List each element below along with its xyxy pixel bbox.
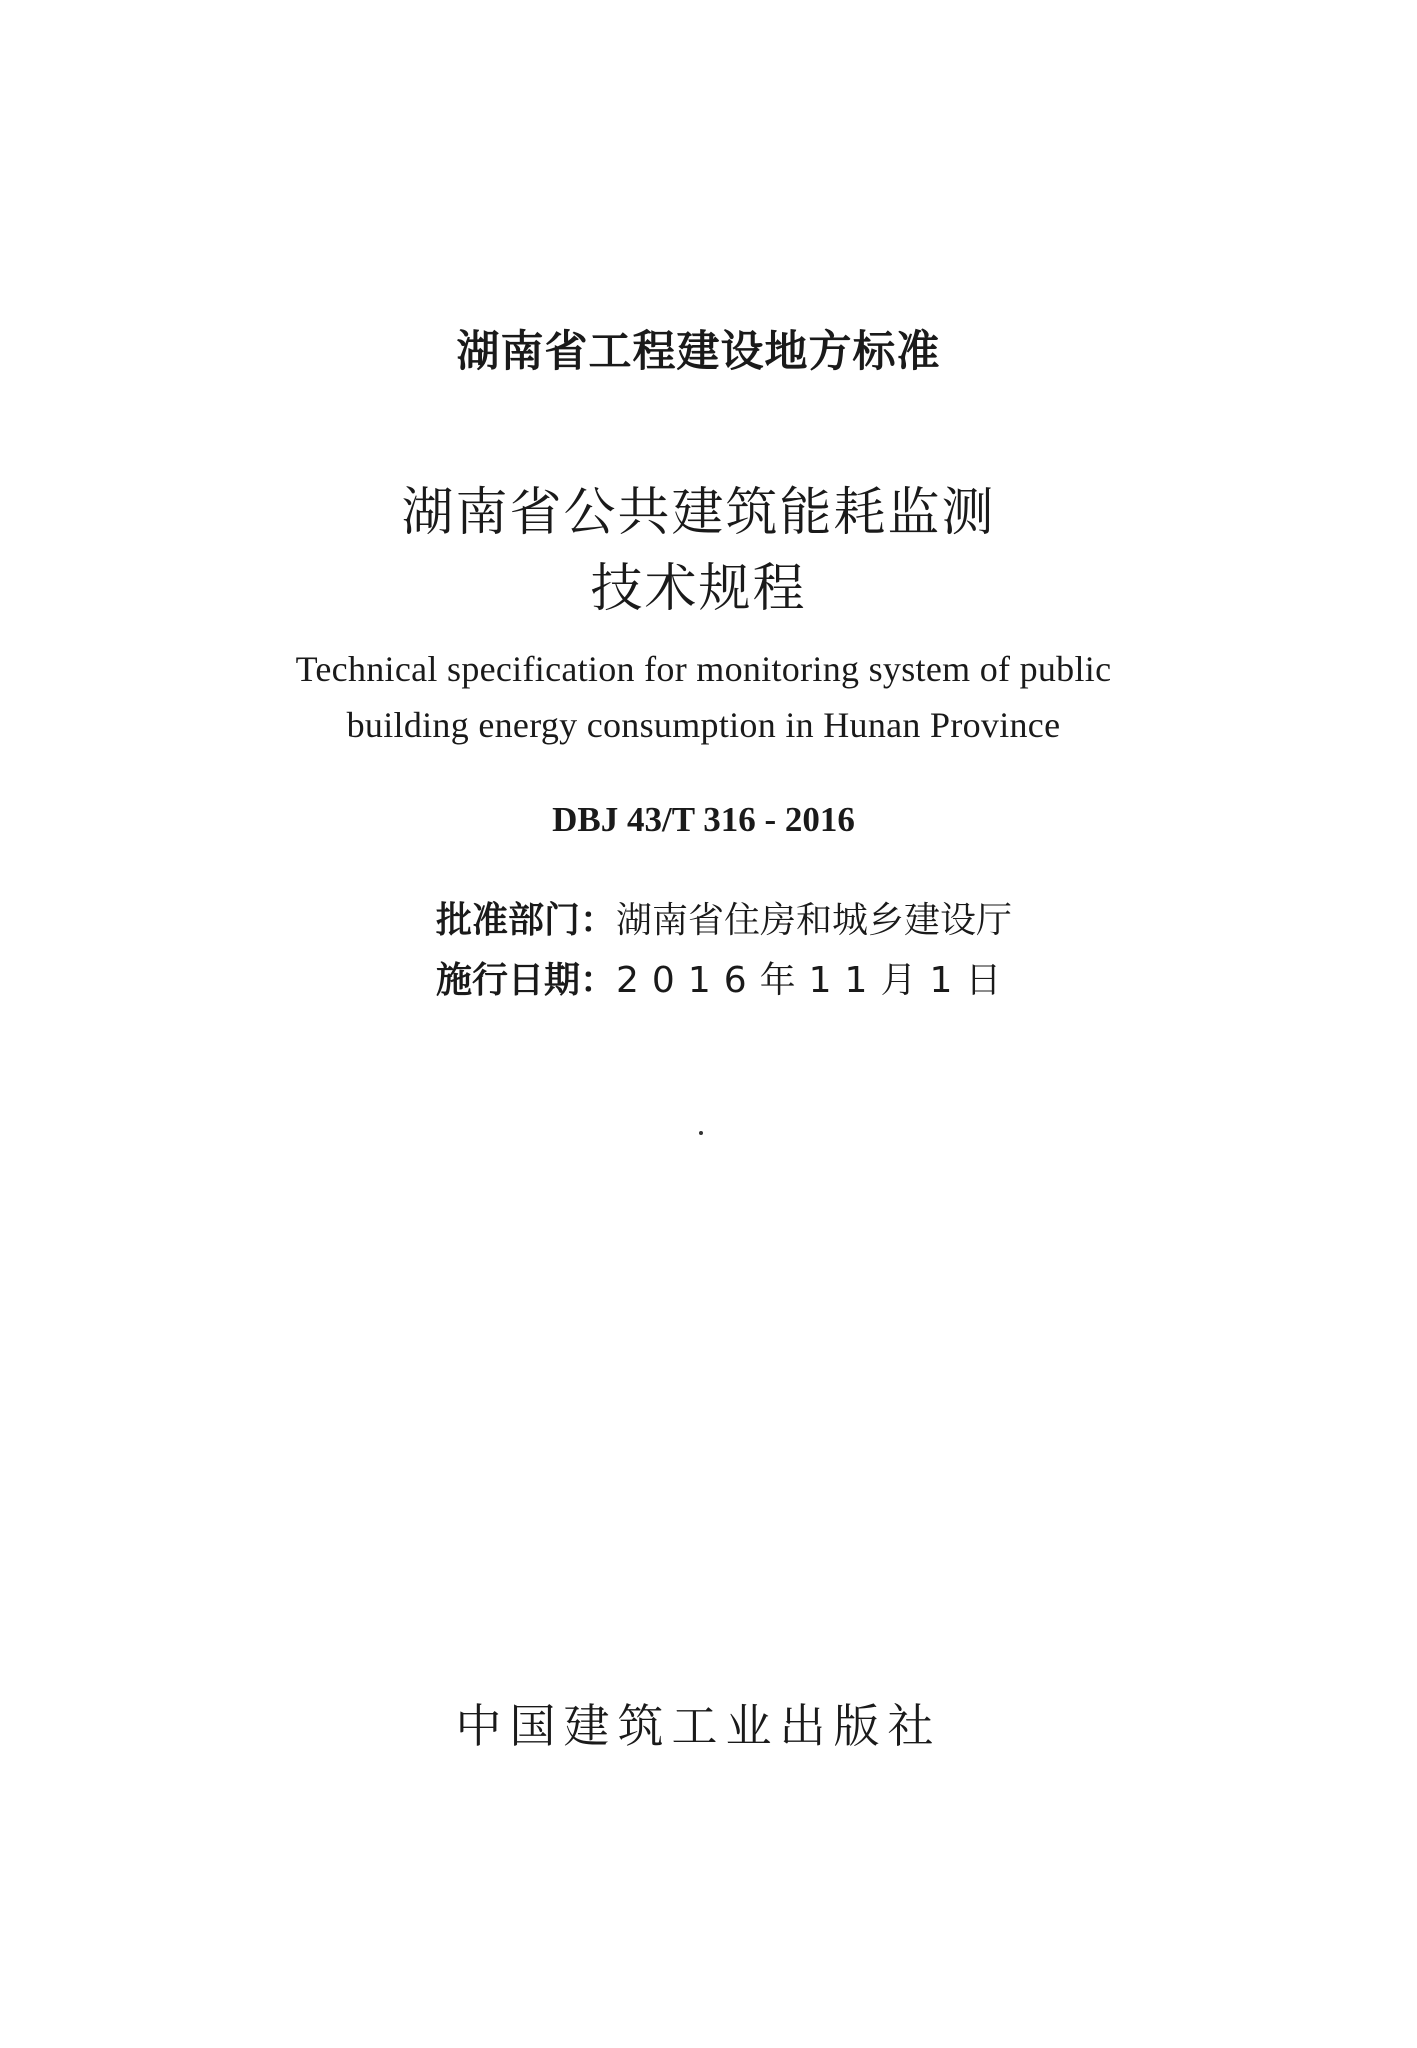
standard-code: DBJ 43/T 316 - 2016 [552, 800, 855, 839]
publisher-name: 中国建筑工业出版社 [455, 1699, 942, 1753]
title-chinese-line-2: 技术规程 [590, 559, 807, 619]
stray-dot [699, 1131, 703, 1135]
effective-label: 施行日期： [436, 960, 617, 1001]
title-chinese-line-1: 湖南省公共建筑能耗监测 [401, 483, 996, 543]
title-english-line-1: Technical specification for monitoring system of public [295, 649, 1112, 689]
effective-date [436, 952, 1014, 1003]
approval-department [436, 892, 1012, 943]
standard-series-label: 湖南省工程建设地方标准 [456, 327, 941, 377]
effective-value: 2016年11月1日 [616, 960, 1015, 1001]
title-english-line-2: building energy consumption in Hunan Province [346, 705, 1061, 745]
approval-value: 湖南省住房和城乡建设厅 [616, 900, 1013, 941]
approval-label: 批准部门： [436, 900, 617, 941]
